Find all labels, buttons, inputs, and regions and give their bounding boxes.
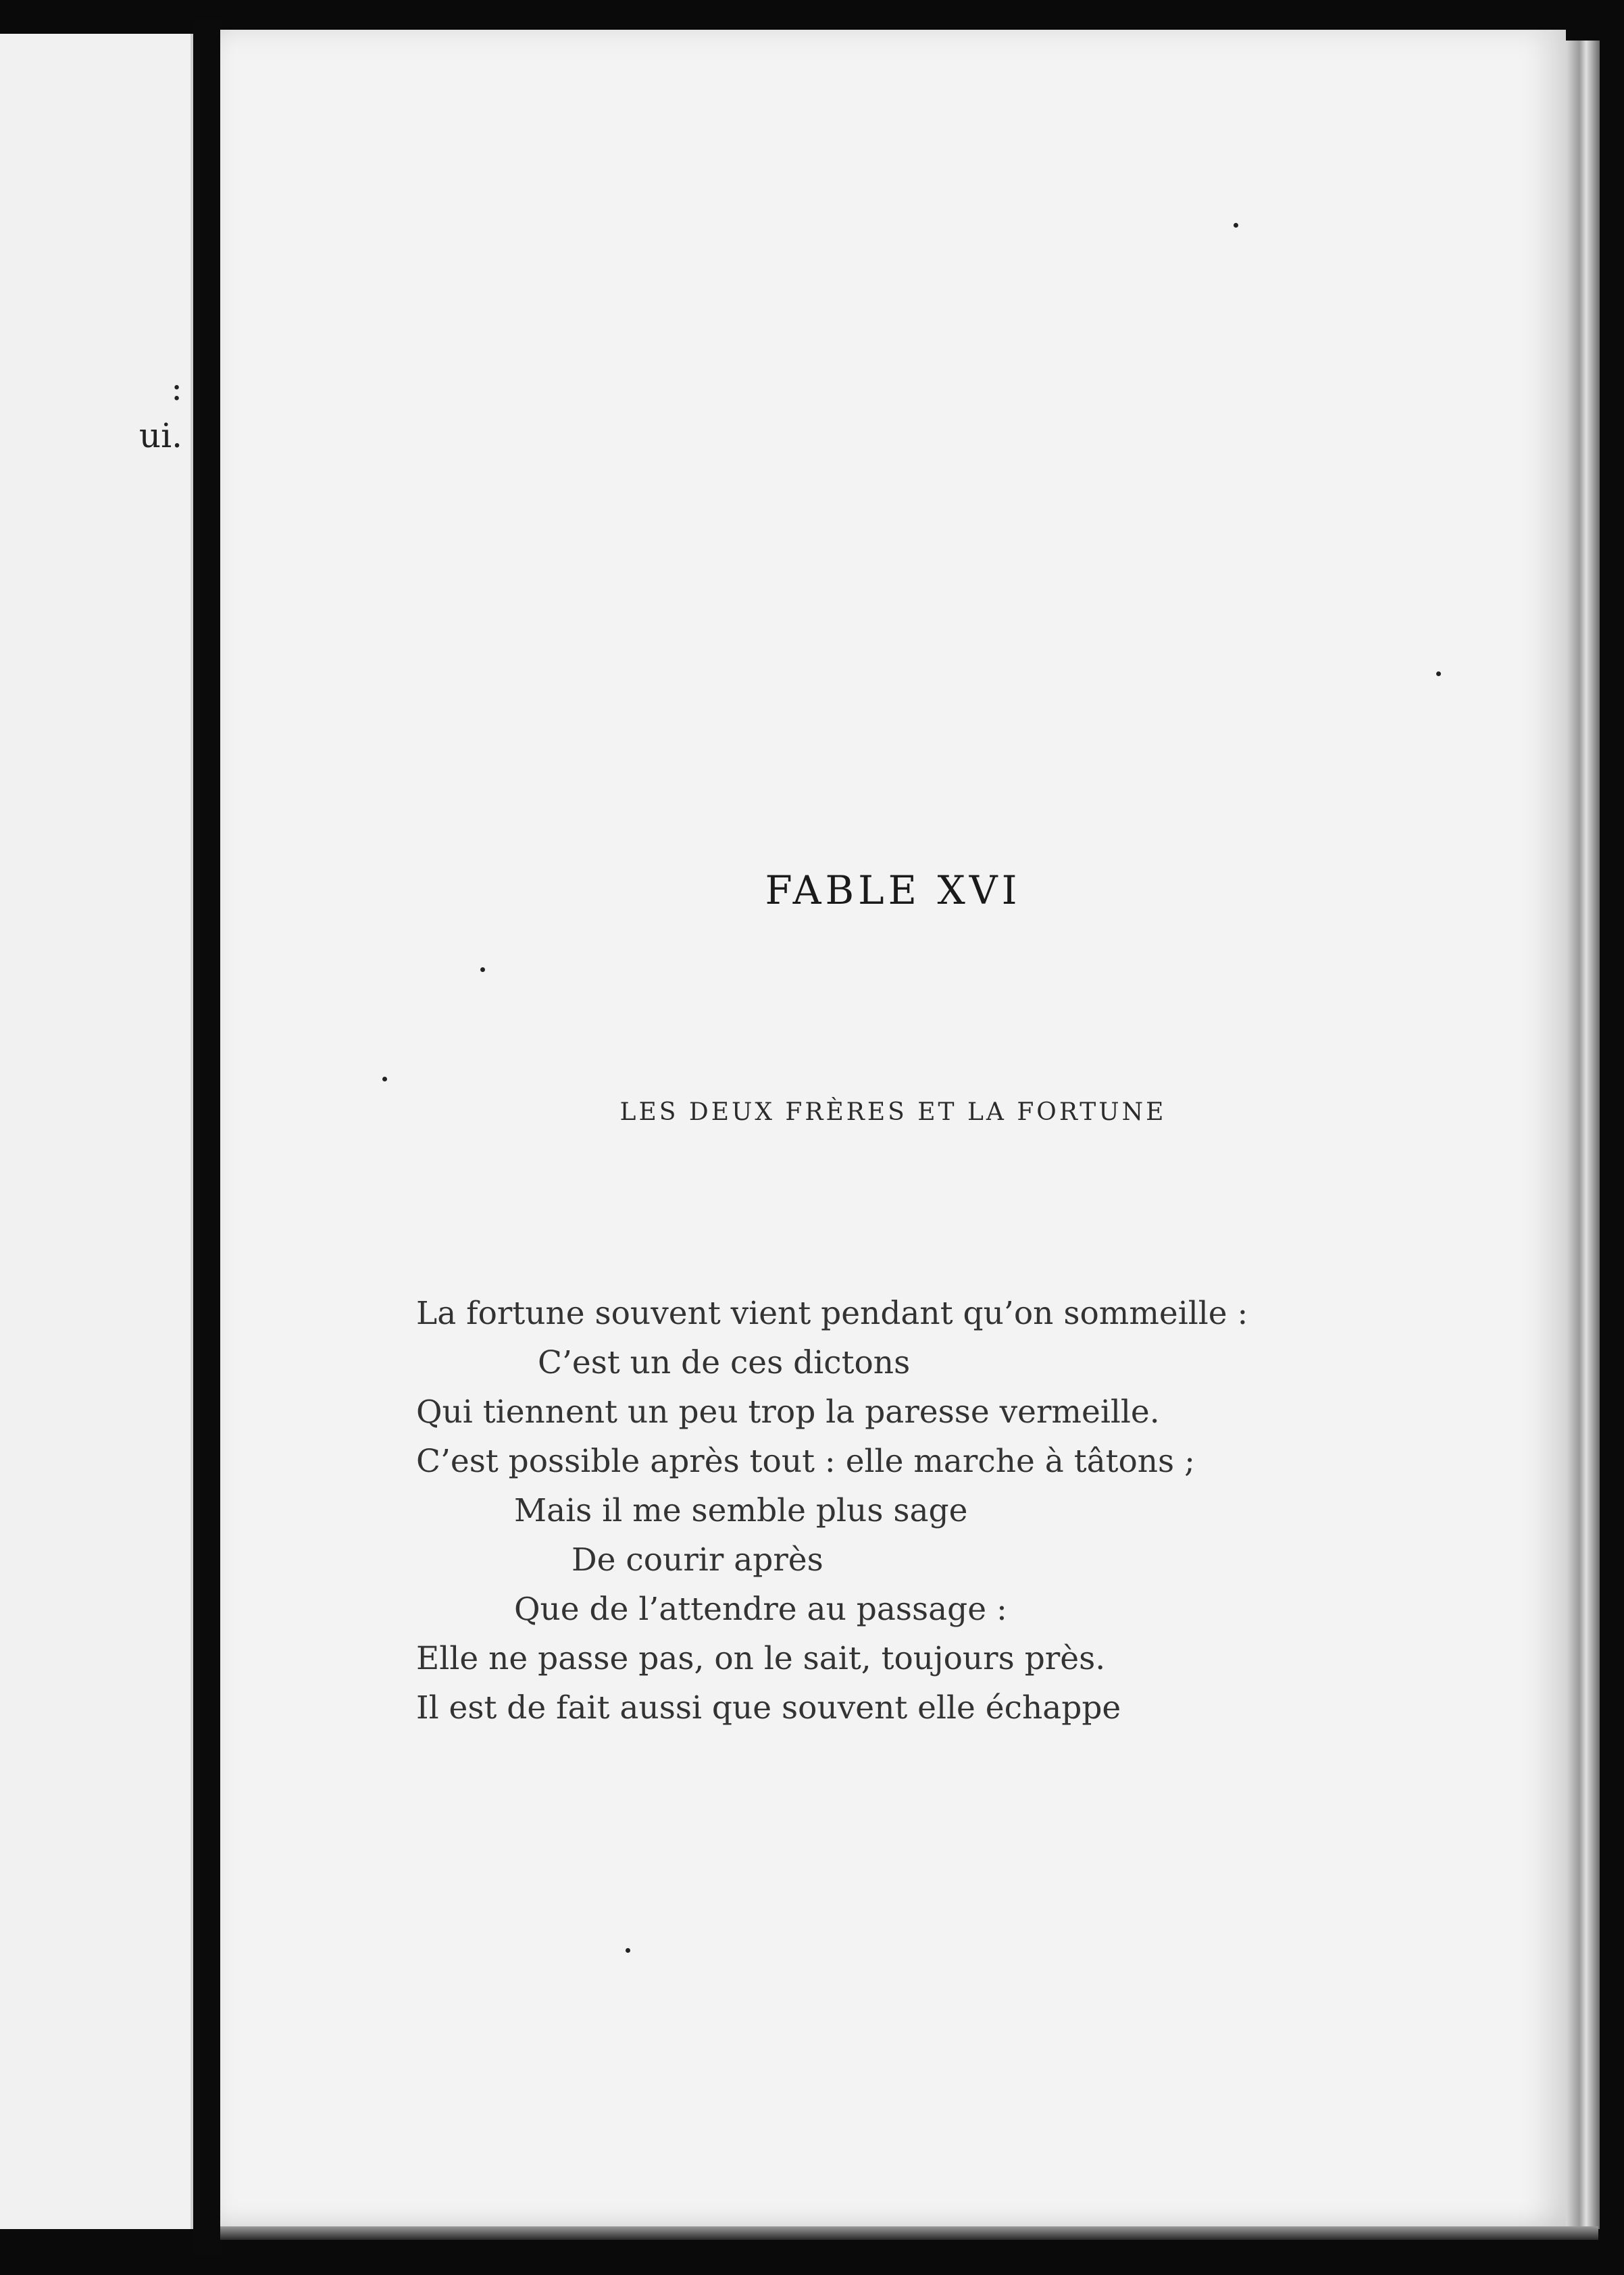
left-page-text-line: : — [171, 369, 182, 408]
paper-speck — [1234, 223, 1238, 228]
poem-line: De courir après — [572, 1541, 823, 1579]
paper-speck — [480, 967, 485, 972]
page-edges — [1566, 41, 1600, 2229]
poem-line: La fortune souvent vient pendant qu’on sommeille : — [416, 1295, 1248, 1332]
right-page — [220, 30, 1566, 2232]
left-page — [0, 34, 193, 2229]
paper-speck — [382, 1077, 387, 1081]
page-bottom-edge — [220, 2226, 1598, 2240]
poem-body — [416, 1289, 1524, 1733]
poem-line: Elle ne passe pas, on le sait, toujours près. — [416, 1640, 1106, 1677]
poem-line: C’est possible après tout : elle marche à tâtons ; — [416, 1443, 1195, 1480]
poem-line: Mais il me semble plus sage — [514, 1492, 968, 1529]
book-gutter — [193, 20, 222, 2256]
fable-title: FABLE XVI — [765, 867, 1021, 913]
poem-line: C’est un de ces dictons — [538, 1344, 911, 1381]
poem-line: Il est de fait aussi que souvent elle échappe — [416, 1689, 1121, 1727]
fable-subtitle: LES DEUX FRÈRES ET LA FORTUNE — [619, 1098, 1167, 1126]
paper-speck — [626, 1948, 630, 1953]
poem-line: Que de l’attendre au passage : — [514, 1591, 1007, 1628]
left-page-text-line: ui. — [138, 416, 182, 455]
paper-speck — [1436, 671, 1441, 676]
poem-line: Qui tiennent un peu trop la paresse vermeille. — [416, 1394, 1160, 1431]
